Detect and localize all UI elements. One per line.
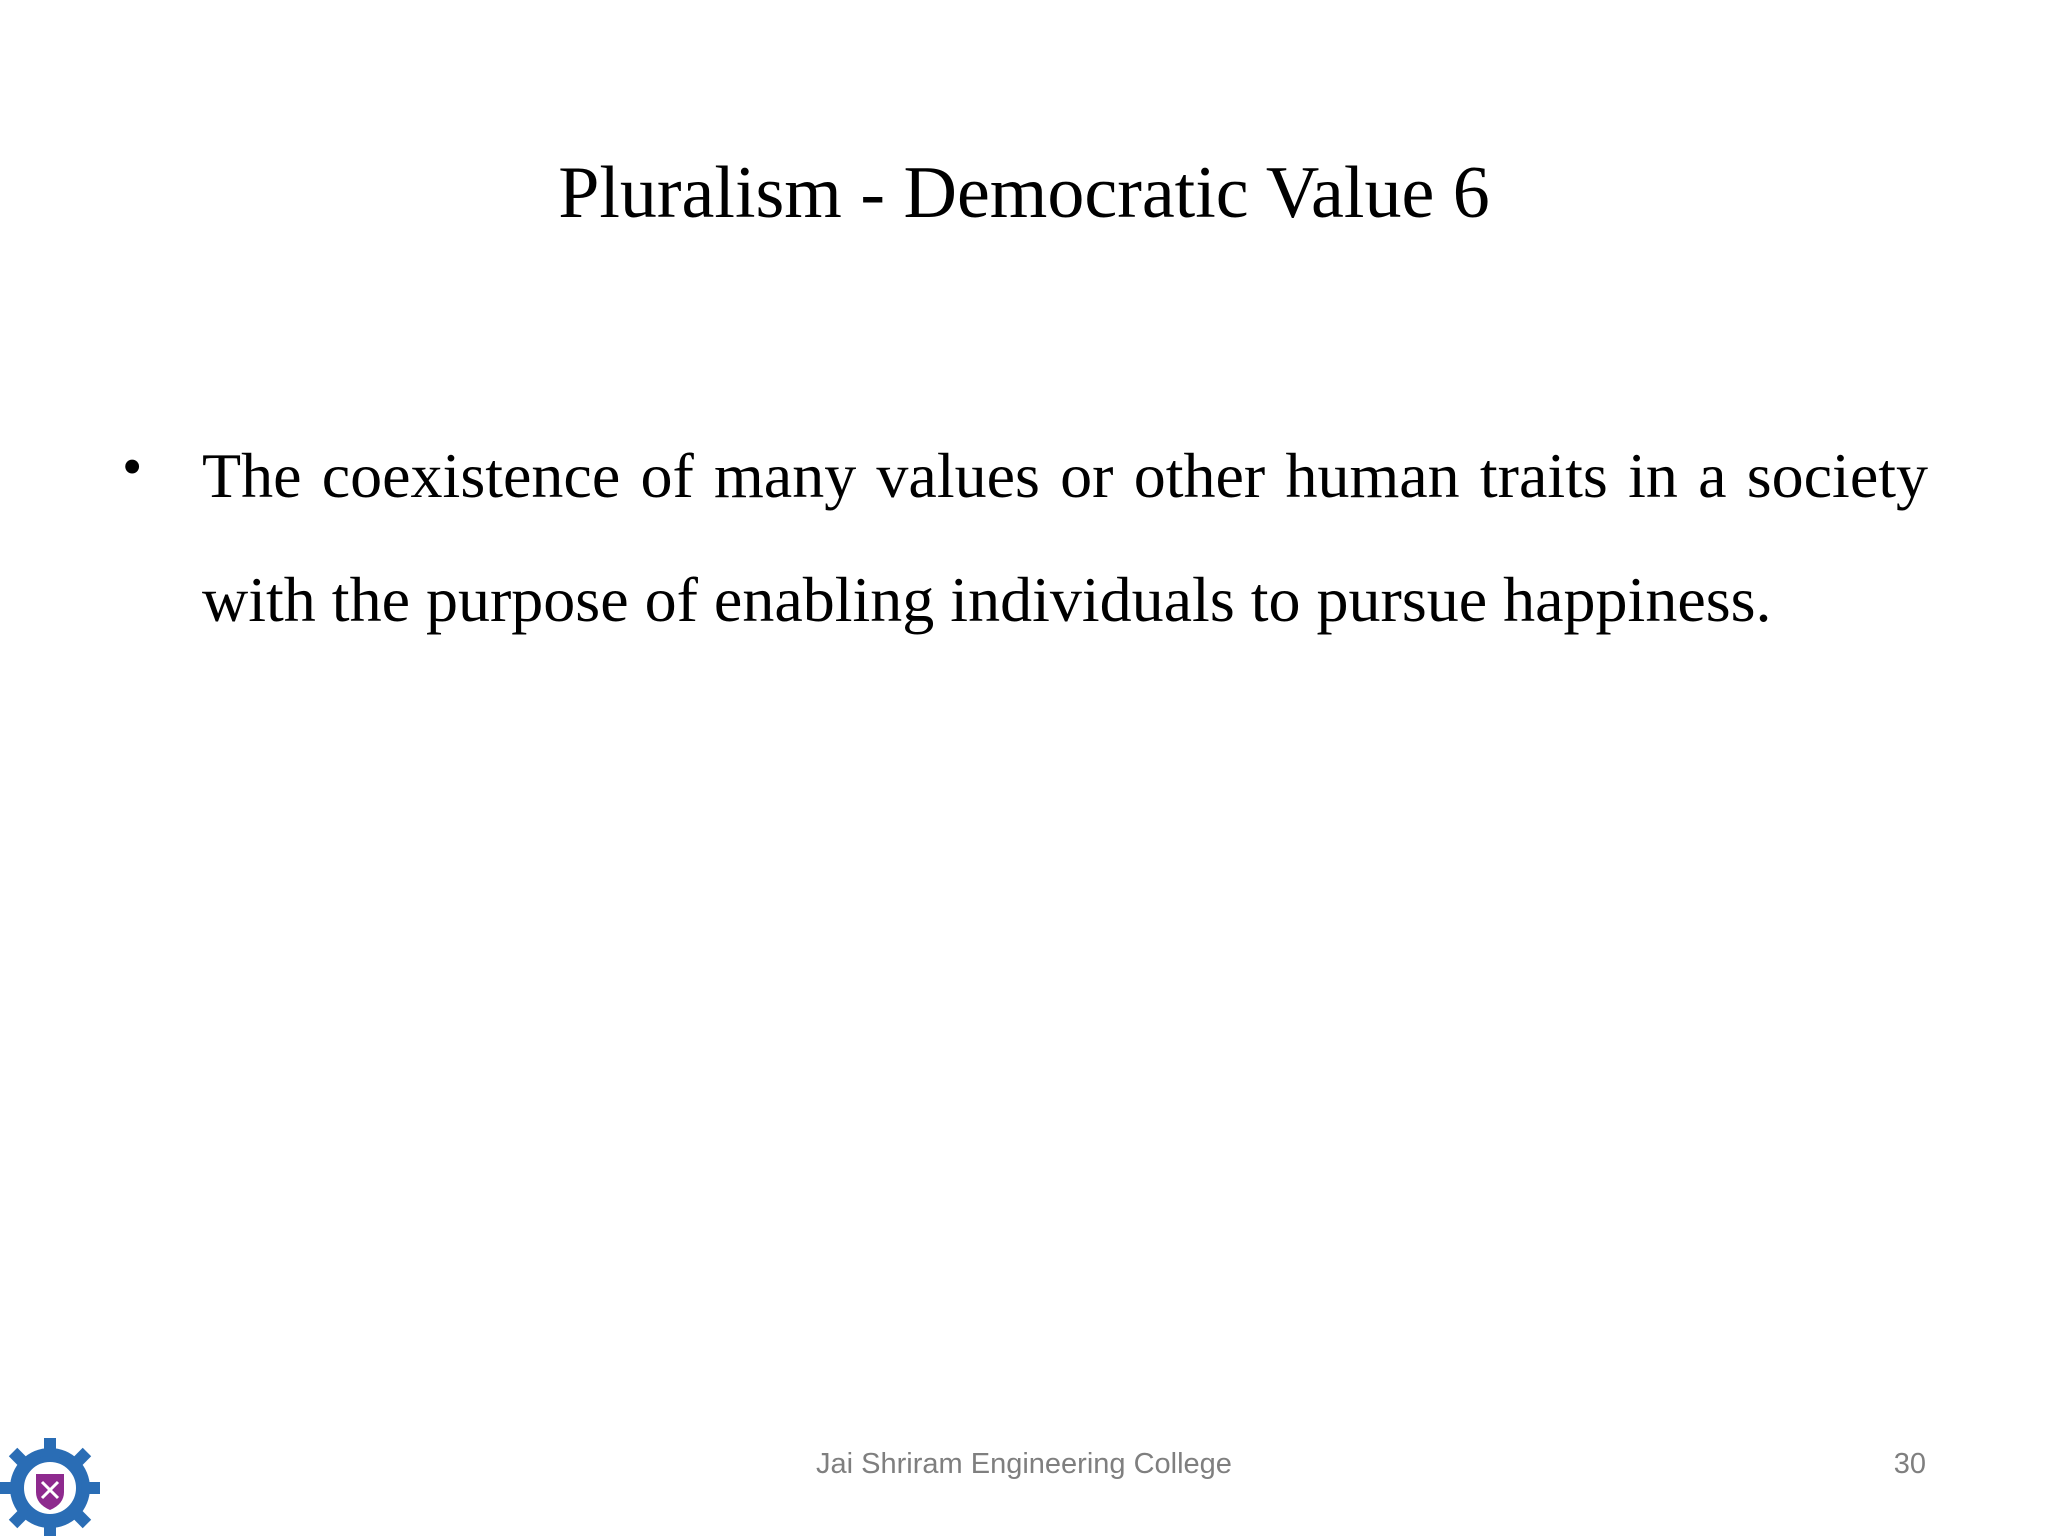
bullet-marker: • xyxy=(122,434,143,499)
footer-institution: Jai Shriram Engineering College xyxy=(816,1448,1232,1480)
bullet-text: The coexistence of many values or other human traits in a society with the purpose of enabling individuals to pursue happiness. xyxy=(202,440,1928,635)
slide-title: Pluralism - Democratic Value 6 xyxy=(558,152,1490,234)
bullet-item xyxy=(122,414,1928,662)
bullet-list xyxy=(122,414,1928,662)
page-number: 30 xyxy=(1893,1448,1926,1480)
